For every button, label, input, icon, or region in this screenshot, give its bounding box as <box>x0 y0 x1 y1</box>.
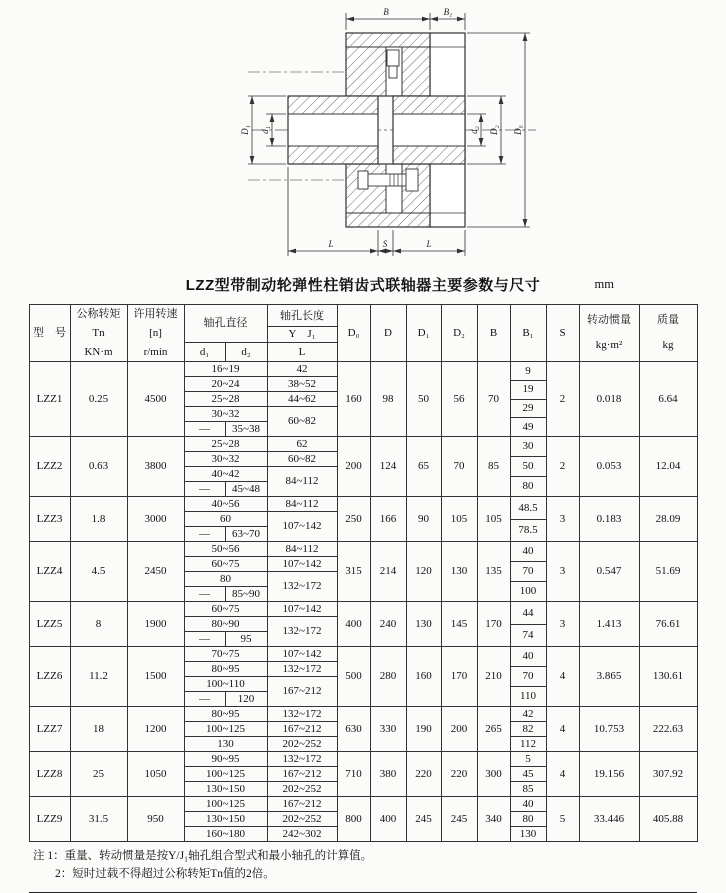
B1-value: 110 <box>519 690 537 703</box>
D1-cell: 245 <box>406 797 441 842</box>
torque-cell: 31.5 <box>70 797 127 842</box>
inertia-cell: 3.865 <box>579 647 639 707</box>
header-speed <box>127 305 184 362</box>
bore-length-cell: 167~212 <box>267 767 337 782</box>
B1-value: 5 <box>511 752 546 767</box>
D0-cell: 630 <box>337 707 370 752</box>
bore-dia-cell: 40~42 <box>184 467 267 482</box>
D1-cell: 160 <box>406 647 441 707</box>
S-cell: 4 <box>546 752 579 797</box>
bore-dia-cell: 80~95 <box>184 707 267 722</box>
S-cell: 2 <box>546 362 579 437</box>
bore-length-cell: 132~172 <box>267 752 337 767</box>
header-B1: B₁ <box>510 305 546 362</box>
header-speed-line: [n] <box>149 326 162 339</box>
mass-cell: 28.09 <box>639 497 697 542</box>
bore-length-cell: 107~142 <box>267 557 337 572</box>
bore-dia-cell: 60~75 <box>184 557 267 572</box>
bore-d1-cell: — <box>184 632 225 647</box>
mass-cell: 405.88 <box>639 797 697 842</box>
B1-cell <box>510 497 546 542</box>
dim-label-d1: d₁ <box>260 126 270 134</box>
D-cell: 166 <box>370 497 406 542</box>
B-cell: 210 <box>477 647 510 707</box>
inertia-cell: 0.053 <box>579 437 639 497</box>
B1-value: 44 <box>511 602 546 625</box>
S-cell: 3 <box>546 542 579 602</box>
bore-length-cell: 62 <box>267 437 337 452</box>
header-torque-line: 公称转矩 <box>76 308 121 320</box>
D1-cell: 90 <box>406 497 441 542</box>
bore-length-cell: 107~142 <box>267 512 337 542</box>
B1-value: 9 <box>511 362 546 381</box>
B1-value: 100 <box>519 585 537 598</box>
header-inertia-line: 转动惯量 <box>587 314 631 327</box>
dim-label-L-left: L <box>328 239 334 249</box>
mass-cell: 307.92 <box>639 752 697 797</box>
D0-cell: 500 <box>337 647 370 707</box>
D2-cell: 245 <box>441 797 477 842</box>
dim-label-B1: B₁ <box>443 7 453 17</box>
bore-length-cell: 107~142 <box>267 602 337 617</box>
B1-value: 78.5 <box>518 524 538 537</box>
bore-length-cell: 132~172 <box>267 662 337 677</box>
bore-length-cell: 84~112 <box>267 542 337 557</box>
bore-length-cell: 42 <box>267 362 337 377</box>
header-speed-line: r/min <box>143 345 168 358</box>
table-row <box>29 437 697 452</box>
B1-cell <box>510 797 546 842</box>
torque-cell: 8 <box>70 602 127 647</box>
speed-cell: 1500 <box>127 647 184 707</box>
B-cell: 135 <box>477 542 510 602</box>
bore-dia-cell: 90~95 <box>184 752 267 767</box>
B1-value: 70 <box>511 562 546 582</box>
bore-length-cell: 242~302 <box>267 827 337 842</box>
bore-d2-cell: 120 <box>225 692 267 707</box>
B1-value: 82 <box>511 722 546 737</box>
speed-cell: 1200 <box>127 707 184 752</box>
B1-value: 42 <box>511 707 546 722</box>
bore-dia-cell: 130 <box>184 737 267 752</box>
B1-value: 70 <box>511 667 546 687</box>
D0-cell: 800 <box>337 797 370 842</box>
torque-cell: 0.25 <box>70 362 127 437</box>
header-model: 型 号 <box>29 305 70 362</box>
D2-cell: 170 <box>441 647 477 707</box>
dim-label-D1: D₁ <box>240 125 250 135</box>
bore-dia-cell: 16~19 <box>184 362 267 377</box>
B-cell: 170 <box>477 602 510 647</box>
B1-value: 80 <box>522 480 534 493</box>
D-cell: 98 <box>370 362 406 437</box>
B1-cell <box>510 437 546 497</box>
header-YJ1: Y J₁ <box>267 327 337 342</box>
B1-cell <box>510 542 546 602</box>
bore-length-cell: 60~82 <box>267 452 337 467</box>
B1-stack <box>511 602 546 646</box>
bore-length-cell: 202~252 <box>267 812 337 827</box>
header-bore-dia: 轴孔直径 <box>184 305 267 343</box>
speed-cell: 1050 <box>127 752 184 797</box>
B1-value: 49 <box>522 420 534 433</box>
D0-cell: 710 <box>337 752 370 797</box>
model-cell: LZZ6 <box>29 647 70 707</box>
dim-label-B: B <box>383 7 389 17</box>
S-cell: 4 <box>546 647 579 707</box>
B1-stack <box>511 797 546 841</box>
torque-cell: 25 <box>70 752 127 797</box>
header-inertia <box>579 305 639 362</box>
dim-label-S: S <box>382 239 388 249</box>
bore-d1-cell: — <box>184 692 225 707</box>
bore-d1-cell: — <box>184 482 225 497</box>
note-line-1: 注 1：重量、转动惯量是按Y/J₁轴孔组合型式和最小轴孔的计算值。 <box>33 850 373 862</box>
speed-cell: 3000 <box>127 497 184 542</box>
model-cell: LZZ4 <box>29 542 70 602</box>
torque-cell: 11.2 <box>70 647 127 707</box>
bore-dia-cell: 160~180 <box>184 827 267 842</box>
bore-d2-cell: 63~70 <box>225 527 267 542</box>
table-row <box>29 602 697 617</box>
D-cell: 240 <box>370 602 406 647</box>
D-cell: 380 <box>370 752 406 797</box>
bore-d1-cell: — <box>184 587 225 602</box>
note-line-2: 2：短时过载不得超过公称转矩Tn值的2倍。 <box>55 867 275 880</box>
page-title: LZZ型带制动轮弹性柱销齿式联轴器主要参数与尺寸 <box>185 277 541 294</box>
bore-length-cell: 132~172 <box>267 617 337 647</box>
speed-cell: 1900 <box>127 602 184 647</box>
model-cell: LZZ8 <box>29 752 70 797</box>
B1-stack <box>511 497 546 541</box>
D0-cell: 250 <box>337 497 370 542</box>
D1-cell: 190 <box>406 707 441 752</box>
B1-stack <box>511 647 546 706</box>
bore-dia-cell: 40~56 <box>184 497 267 512</box>
header-D1: D₁ <box>406 305 441 362</box>
bore-dia-cell: 80 <box>184 572 267 587</box>
spec-table <box>29 304 698 842</box>
mass-cell: 222.63 <box>639 707 697 752</box>
bore-length-cell: 84~112 <box>267 467 337 497</box>
header-d2: d₂ <box>225 342 267 361</box>
D0-cell: 315 <box>337 542 370 602</box>
header-inertia-line: kg·m² <box>595 339 623 352</box>
D0-cell: 400 <box>337 602 370 647</box>
bore-dia-cell: 25~28 <box>184 437 267 452</box>
B1-value: 112 <box>519 737 537 750</box>
bore-dia-cell: 80~90 <box>184 617 267 632</box>
pin-detail <box>387 50 399 66</box>
bore-length-cell: 84~112 <box>267 497 337 512</box>
bore-d1-cell: — <box>184 422 225 437</box>
table-row <box>29 497 697 512</box>
bore-length-cell: 167~212 <box>267 722 337 737</box>
torque-cell: 0.63 <box>70 437 127 497</box>
D2-cell: 70 <box>441 437 477 497</box>
technical-drawing <box>0 0 726 272</box>
table-row <box>29 797 697 812</box>
bore-dia-cell: 130~150 <box>184 812 267 827</box>
inertia-cell: 33.446 <box>579 797 639 842</box>
inertia-cell: 0.018 <box>579 362 639 437</box>
B-cell: 85 <box>477 437 510 497</box>
header-mass-line: 质量 <box>657 314 679 327</box>
speed-cell: 950 <box>127 797 184 842</box>
B1-value: 40 <box>511 797 546 812</box>
B1-value: 48.5 <box>511 497 546 520</box>
table-row <box>29 647 697 662</box>
B1-stack <box>511 437 546 496</box>
header-S: S <box>546 305 579 362</box>
header-torque-line: KN·m <box>84 345 113 358</box>
torque-cell: 18 <box>70 707 127 752</box>
dim-label-d2: d₂ <box>469 126 479 134</box>
bore-length-cell: 202~252 <box>267 737 337 752</box>
inertia-cell: 19.156 <box>579 752 639 797</box>
D2-cell: 130 <box>441 542 477 602</box>
D1-cell: 65 <box>406 437 441 497</box>
header-bore-len: 轴孔长度 <box>267 305 337 327</box>
D2-cell: 145 <box>441 602 477 647</box>
mass-cell: 6.64 <box>639 362 697 437</box>
spec-table-body <box>29 362 697 842</box>
mass-cell: 130.61 <box>639 647 697 707</box>
bore-length-cell: 132~172 <box>267 707 337 722</box>
mass-cell: 51.69 <box>639 542 697 602</box>
B1-cell <box>510 752 546 797</box>
B1-value: 85 <box>522 782 534 795</box>
B1-cell <box>510 707 546 752</box>
bore-length-cell: 132~172 <box>267 572 337 602</box>
D1-cell: 50 <box>406 362 441 437</box>
bore-dia-cell: 20~24 <box>184 377 267 392</box>
header-D2: D₂ <box>441 305 477 362</box>
bore-length-cell: 60~82 <box>267 407 337 437</box>
bore-dia-cell: 100~125 <box>184 722 267 737</box>
D1-cell: 220 <box>406 752 441 797</box>
B1-cell <box>510 602 546 647</box>
D2-cell: 200 <box>441 707 477 752</box>
model-cell: LZZ2 <box>29 437 70 497</box>
D-cell: 400 <box>370 797 406 842</box>
bore-d2-cell: 85~90 <box>225 587 267 602</box>
table-row <box>29 542 697 557</box>
header-D: D <box>370 305 406 362</box>
header-L: L <box>267 342 337 361</box>
header-torque-line: Tn <box>92 326 105 339</box>
bore-length-cell: 38~52 <box>267 377 337 392</box>
B1-cell <box>510 647 546 707</box>
S-cell: 3 <box>546 497 579 542</box>
B1-value: 80 <box>511 812 546 827</box>
B1-stack <box>511 707 546 751</box>
B-cell: 265 <box>477 707 510 752</box>
speed-cell: 2450 <box>127 542 184 602</box>
inertia-cell: 10.753 <box>579 707 639 752</box>
B-cell: 70 <box>477 362 510 437</box>
header-torque <box>70 305 127 362</box>
S-cell: 5 <box>546 797 579 842</box>
D1-cell: 120 <box>406 542 441 602</box>
torque-cell: 1.8 <box>70 497 127 542</box>
dim-label-D2: D₂ <box>489 125 499 135</box>
bore-dia-cell: 100~125 <box>184 767 267 782</box>
B-cell: 340 <box>477 797 510 842</box>
D0-cell: 200 <box>337 437 370 497</box>
model-cell: LZZ7 <box>29 707 70 752</box>
B-cell: 105 <box>477 497 510 542</box>
S-cell: 3 <box>546 602 579 647</box>
bore-dia-cell: 30~32 <box>184 407 267 422</box>
B1-value: 50 <box>511 457 546 477</box>
B1-value: 30 <box>511 437 546 457</box>
B1-value: 130 <box>519 827 537 840</box>
header-B: B <box>477 305 510 362</box>
bore-length-cell: 44~62 <box>267 392 337 407</box>
speed-cell: 3800 <box>127 437 184 497</box>
model-cell: LZZ1 <box>29 362 70 437</box>
bore-dia-cell: 60~75 <box>184 602 267 617</box>
bore-length-cell: 202~252 <box>267 782 337 797</box>
unit-label: mm <box>594 277 614 291</box>
mass-cell: 12.04 <box>639 437 697 497</box>
D2-cell: 56 <box>441 362 477 437</box>
S-cell: 2 <box>546 437 579 497</box>
bore-dia-cell: 70~75 <box>184 647 267 662</box>
notes <box>29 846 697 893</box>
table-row <box>29 707 697 722</box>
B1-value: 29 <box>511 400 546 419</box>
spec-table-head <box>29 305 697 362</box>
bore-d2-cell: 35~38 <box>225 422 267 437</box>
bore-dia-cell: 30~32 <box>184 452 267 467</box>
header-mass-line: kg <box>662 339 674 352</box>
speed-cell: 4500 <box>127 362 184 437</box>
bore-length-cell: 107~142 <box>267 647 337 662</box>
bore-d2-cell: 45~48 <box>225 482 267 497</box>
D-cell: 330 <box>370 707 406 752</box>
D1-cell: 130 <box>406 602 441 647</box>
bore-length-cell: 167~212 <box>267 797 337 812</box>
bore-d2-cell: 95 <box>225 632 267 647</box>
bore-dia-cell: 80~95 <box>184 662 267 677</box>
D0-cell: 160 <box>337 362 370 437</box>
bore-dia-cell: 50~56 <box>184 542 267 557</box>
D2-cell: 220 <box>441 752 477 797</box>
B1-stack <box>511 542 546 601</box>
D-cell: 280 <box>370 647 406 707</box>
inertia-cell: 0.183 <box>579 497 639 542</box>
dim-label-D0: D₀ <box>513 125 523 135</box>
table-row <box>29 752 697 767</box>
title-row <box>0 274 726 300</box>
bore-d1-cell: — <box>184 527 225 542</box>
B1-value: 45 <box>511 767 546 782</box>
inertia-cell: 0.547 <box>579 542 639 602</box>
B1-value: 40 <box>511 647 546 667</box>
right-hub <box>393 96 465 164</box>
B1-value: 74 <box>522 629 534 642</box>
bore-dia-cell: 25~28 <box>184 392 267 407</box>
B1-stack <box>511 752 546 796</box>
B1-stack <box>511 362 546 436</box>
S-cell: 4 <box>546 707 579 752</box>
mass-cell: 76.61 <box>639 602 697 647</box>
D-cell: 214 <box>370 542 406 602</box>
bore-dia-cell: 60 <box>184 512 267 527</box>
bore-dia-cell: 100~110 <box>184 677 267 692</box>
inertia-cell: 1.413 <box>579 602 639 647</box>
bore-dia-cell: 100~125 <box>184 797 267 812</box>
D2-cell: 105 <box>441 497 477 542</box>
B1-cell <box>510 362 546 437</box>
bore-dia-cell: 130~150 <box>184 782 267 797</box>
bore-length-cell: 167~212 <box>267 677 337 707</box>
model-cell: LZZ9 <box>29 797 70 842</box>
B1-value: 19 <box>511 381 546 400</box>
header-mass <box>639 305 697 362</box>
header-D0: D₀ <box>337 305 370 362</box>
coupling-drawing <box>0 0 726 272</box>
torque-cell: 4.5 <box>70 542 127 602</box>
B1-value: 40 <box>511 542 546 562</box>
table-row <box>29 362 697 377</box>
model-cell: LZZ5 <box>29 602 70 647</box>
dim-label-L-right: L <box>426 239 432 249</box>
header-d1: d₁ <box>184 342 225 361</box>
left-hub <box>288 96 378 164</box>
D-cell: 124 <box>370 437 406 497</box>
B-cell: 300 <box>477 752 510 797</box>
header-speed-line: 许用转速 <box>133 308 178 320</box>
model-cell: LZZ3 <box>29 497 70 542</box>
